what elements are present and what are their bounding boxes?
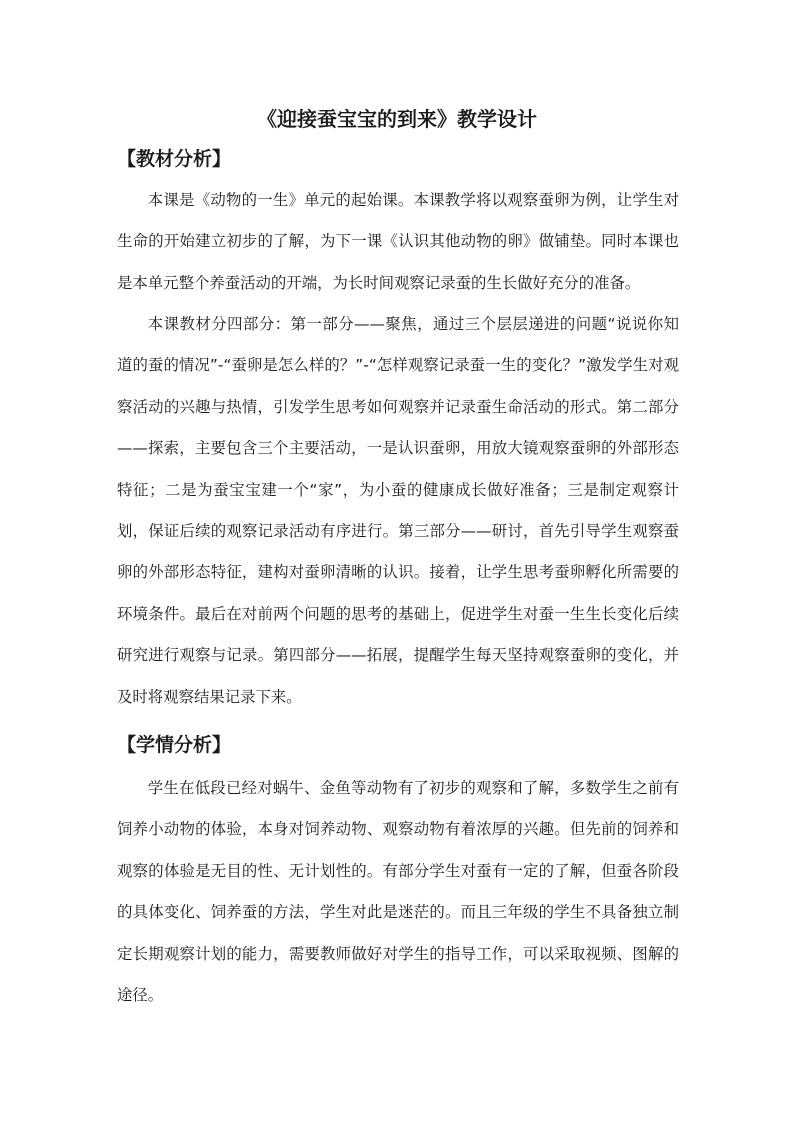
section-heading-learner-analysis: 【学情分析】 [117, 734, 232, 756]
paragraph-textbook-intro: 本课是《动物的一生》单元的起始课。本课教学将以观察蚕卵为例，让学生对生命的开始建立初步的了解，为下一课《认识其他动物的卵》做铺垫。同时本课也是本单元整个养蚕活动的开端，为长时间观察记录蚕的生长做好充分的准备。 [117, 191, 679, 292]
paragraph-learner-analysis: 学生在低段已经对蜗牛、金鱼等动物有了初步的观察和了解，多数学生之前有饲养小动物的体验，本身对饲养动物、观察动物有着浓厚的兴趣。但先前的饲养和观察的体验是无目的性、无计划性的。有部分学生对蚕有一定的了解，但蚕各阶段的具体变化、饲养蚕的方法，学生对此是迷茫的。而且三年级的学生不具备独立制定长期观察计划的能力，需要教师做好对学生的指导工作，可以采取视频、图解的途径。 [117, 779, 679, 1005]
section-heading-textbook-analysis: 【教材分析】 [117, 148, 232, 170]
document-title: 《迎接蚕宝宝的到来》教学设计 [257, 107, 537, 131]
paragraph-textbook-structure: 本课教材分四部分：第一部分——聚焦，通过三个层层递进的问题“说说你知道的蚕的情况”-“蚕卵是怎么样的？”-“怎样观察记录蚕一生的变化？”激发学生对观察活动的兴趣与热情，引发学生思考如何观察并记录蚕生命活动的形式。第二部分——探索，主要包含三个主要活动，一是认识蚕卵，用放大镜观察蚕卵的外部形态特征；二是为蚕宝宝建一个“家”，为小蚕的健康成长做好准备；三是制定观察计划，保证后续的观察记录活动有序进行。第三部分——研讨，首先引导学生观察蚕卵的外部形态特征，建构对蚕卵清晰的认识。接着，让学生思考蚕卵孵化所需要的环境条件。最后在对前两个问题的思考的基础上，促进学生对蚕一生生长变化后续研究进行观察与记录。第四部分——拓展，提醒学生每天坚持观察蚕卵的变化，并及时将观察结果记录下来。 [117, 315, 679, 706]
